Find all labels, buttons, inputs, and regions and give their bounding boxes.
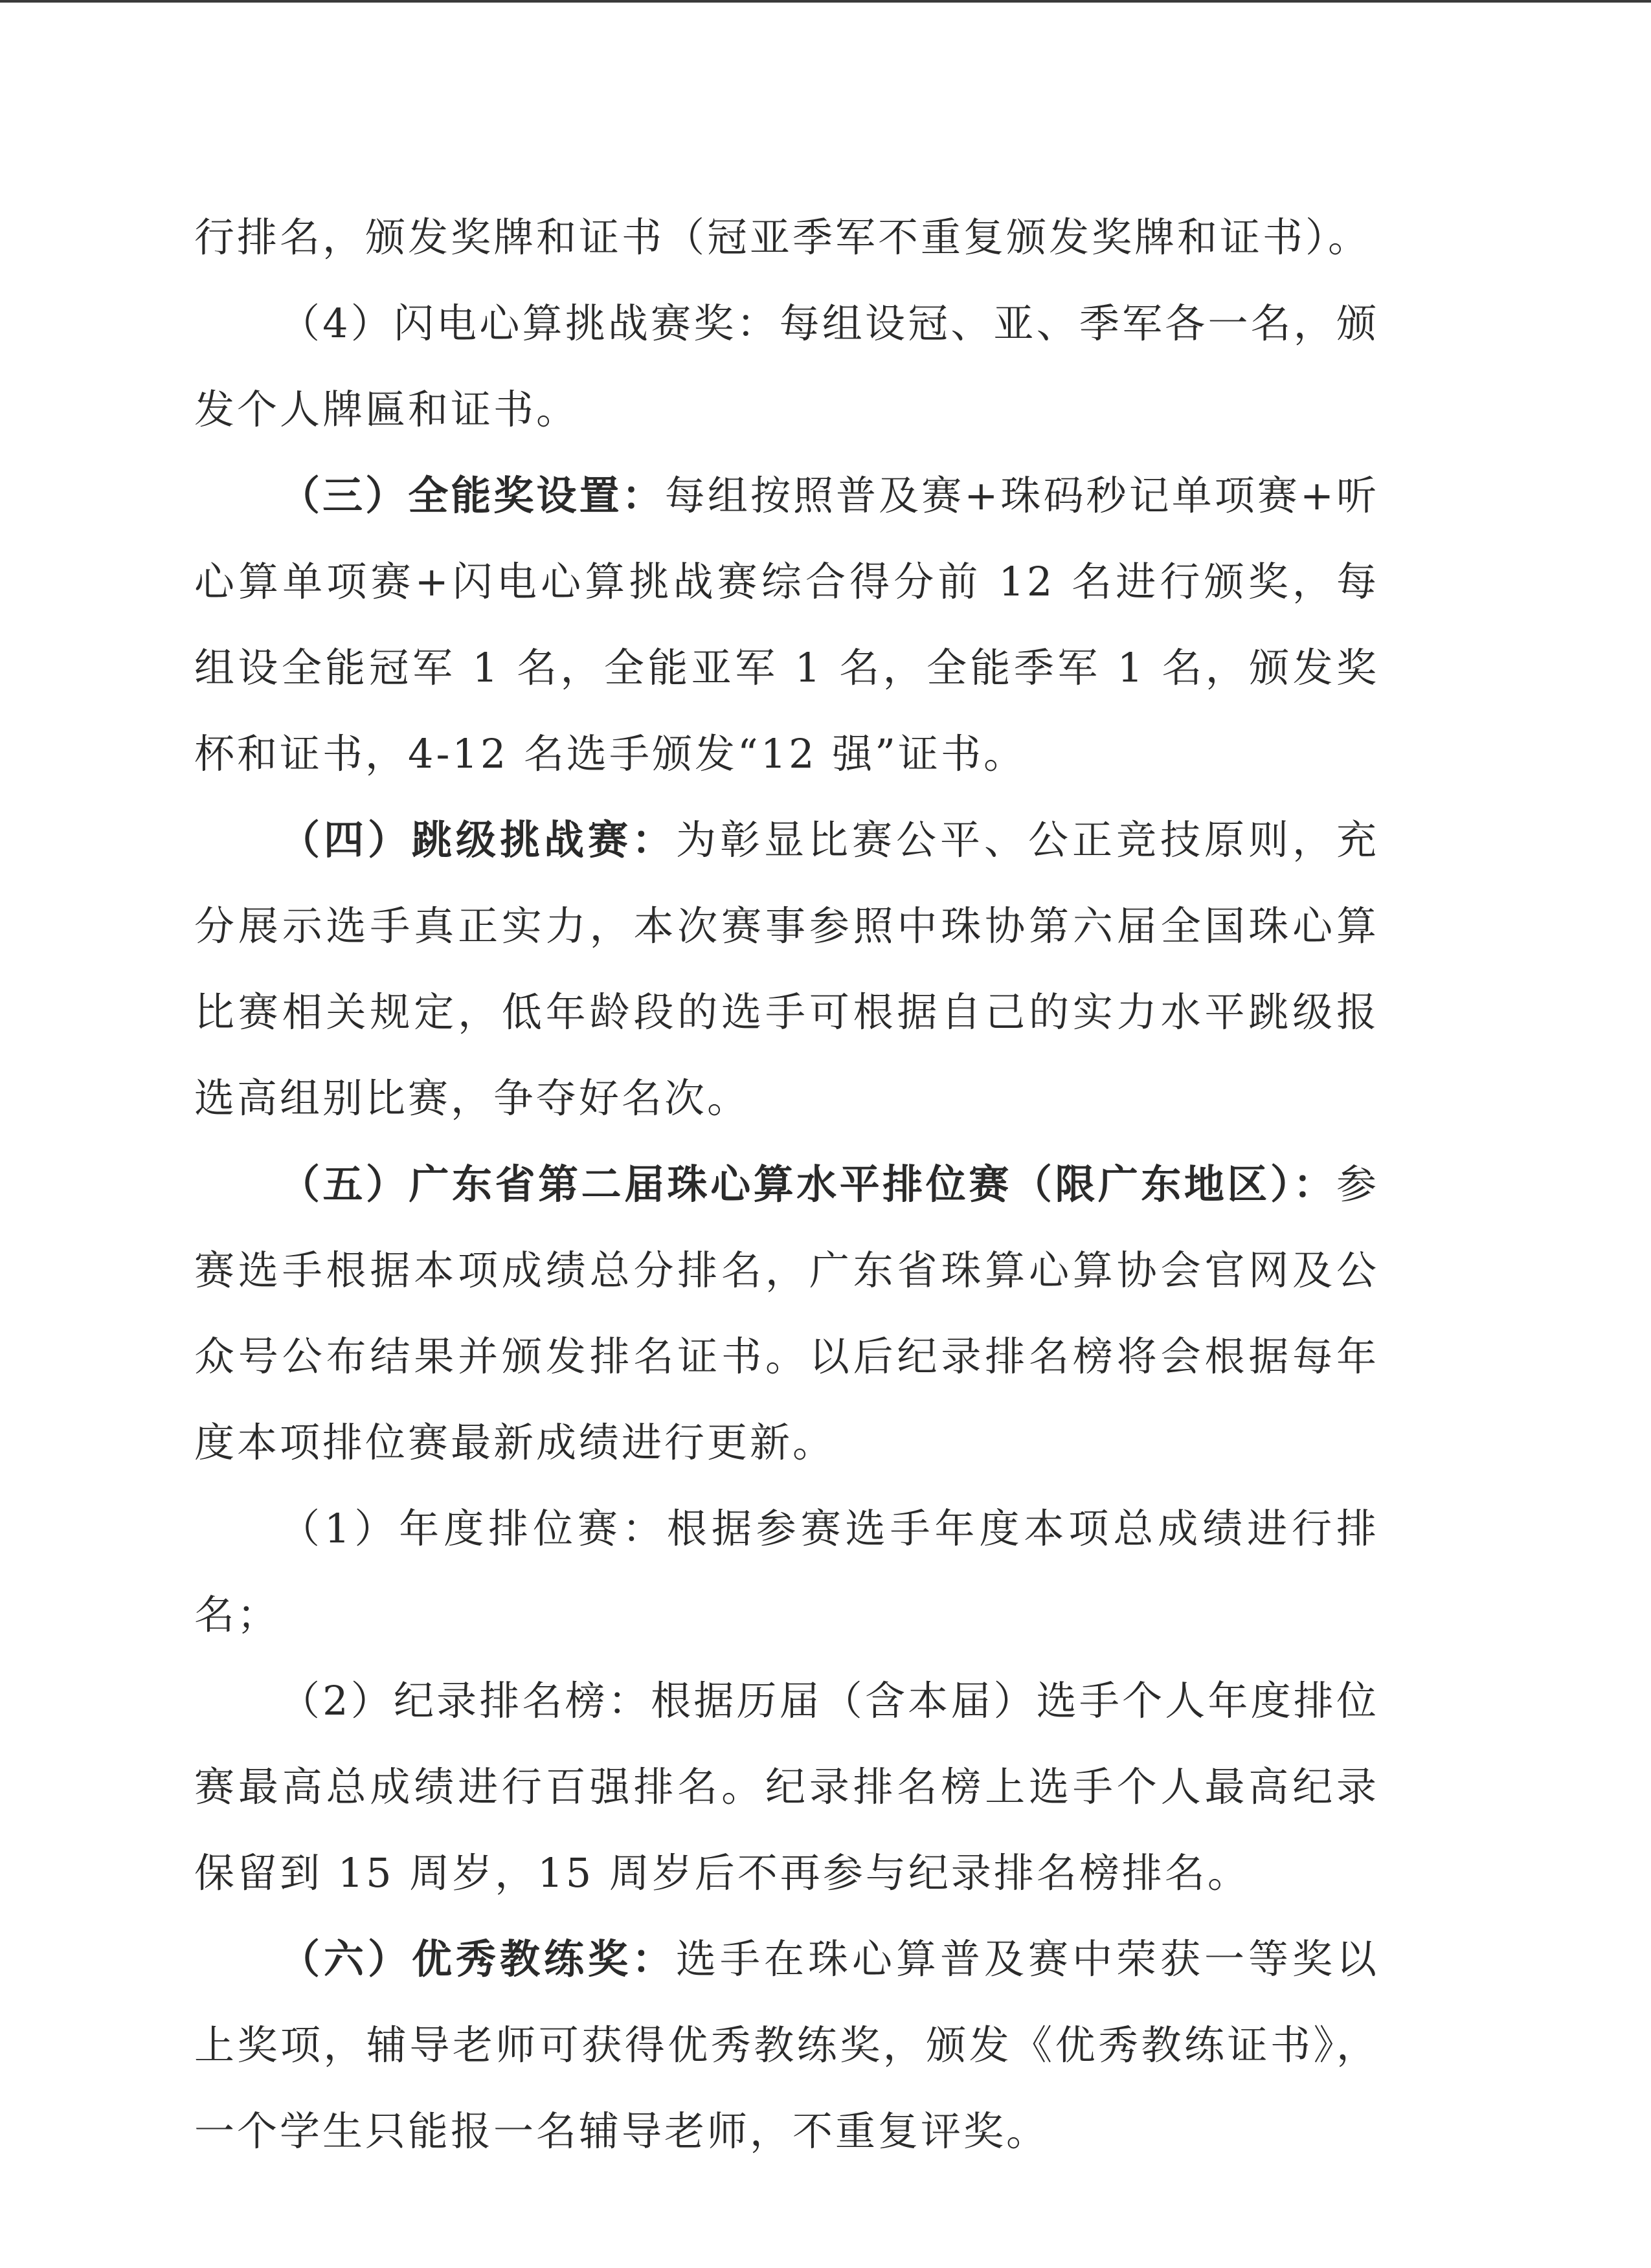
paragraph-record-board — [194, 1658, 1379, 1916]
scan-edge — [0, 0, 1651, 3]
section-heading: （四）跳级挑战赛： — [280, 816, 676, 863]
paragraph-coach-award — [194, 1916, 1379, 2174]
paragraph-text: 参赛选手根据本项成绩总分排名，广东省珠算心算协会官网及公众号公布结果并颁发排名证书。以后纪录排名榜将会根据每年度本项排位赛最新成绩进行更新。 — [194, 1161, 1379, 1466]
paragraph-skip-level — [194, 797, 1379, 1141]
section-heading: （六）优秀教练奖： — [280, 1935, 676, 1983]
paragraph-text: 每组按照普及赛+珠码秒记单项赛+听心算单项赛+闪电心算挑战赛综合得分前 12 名进行颁奖，每组设全能冠军 1 名，全能亚军 1 名，全能季军 1 名，颁发奖杯和证书，4-12 名选手颁发“12 强”证书。 — [194, 472, 1379, 777]
paragraph-text: 选手在珠心算普及赛中荣获一等奖以上奖项，辅导老师可获得优秀教练奖，颁发《优秀教练证书》，一个学生只能报一名辅导老师，不重复评奖。 — [194, 1935, 1379, 2155]
paragraph-ranking-match — [194, 1141, 1379, 1485]
paragraph-annual-ranking — [194, 1485, 1379, 1658]
paragraph-lightning-award — [194, 280, 1379, 452]
paragraph-text: 行排名，颁发奖牌和证书（冠亚季军不重复颁发奖牌和证书）。 — [194, 214, 1371, 261]
paragraph-text: （2）纪录排名榜：根据历届（含本届）选手个人年度排位赛最高总成绩进行百强排名。纪录排名榜上选手个人最高纪录保留到 15 周岁，15 周岁后不再参与纪录排名榜排名。 — [194, 1677, 1379, 1896]
document-body — [194, 194, 1379, 2174]
section-heading: （五）广东省第二届珠心算水平排位赛（限广东地区）： — [280, 1161, 1336, 1208]
paragraph-text: （4）闪电心算挑战赛奖：每组设冠、亚、季军各一名，颁发个人牌匾和证书。 — [194, 300, 1379, 433]
paragraph-text: （1）年度排位赛：根据参赛选手年度本项总成绩进行排名； — [194, 1505, 1379, 1638]
paragraph-medal-continuation — [194, 194, 1379, 280]
paragraph-text: 为彰显比赛公平、公正竞技原则，充分展示选手真正实力，本次赛事参照中珠协第六届全国珠心算比赛相关规定，低年龄段的选手可根据自己的实力水平跳级报选高组别比赛，争夺好名次。 — [194, 816, 1379, 1122]
paragraph-all-round-award — [194, 452, 1379, 797]
section-heading: （三）全能奖设置： — [280, 472, 665, 519]
